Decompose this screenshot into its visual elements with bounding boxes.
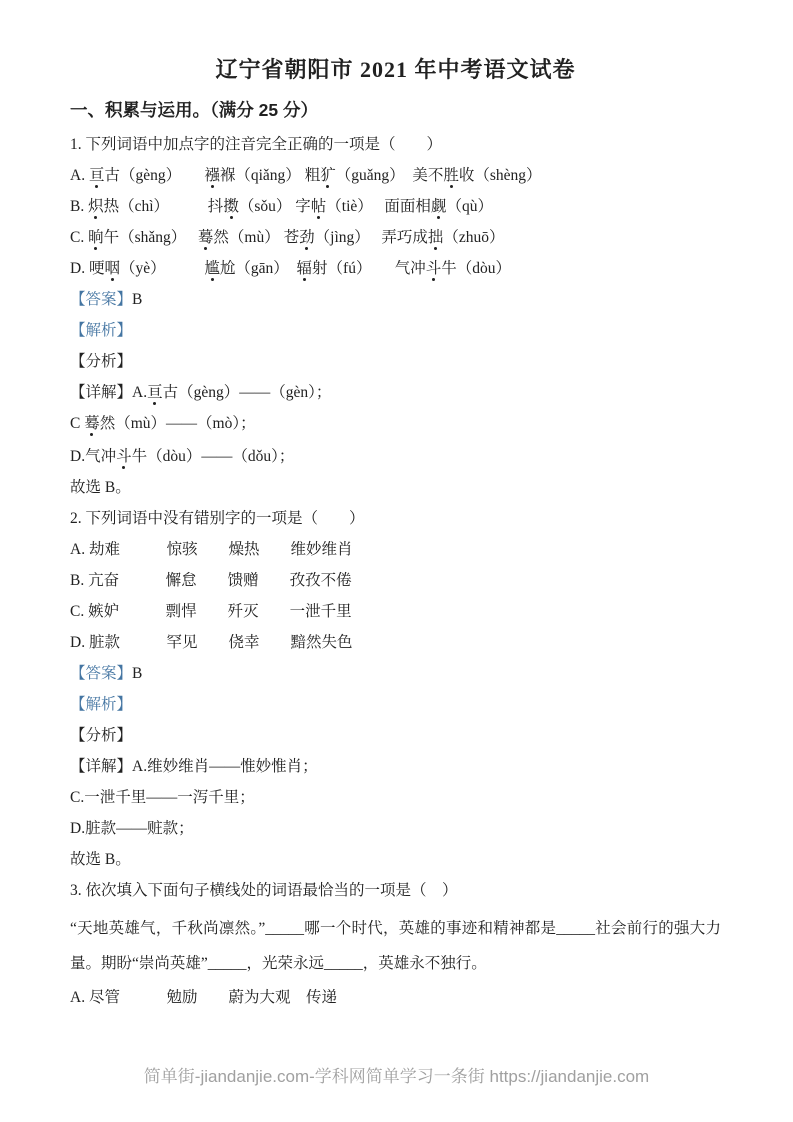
text-run: B. [70,198,89,215]
text-run: 射（fú） [312,260,395,277]
footer-watermark: 简单街-jiandanjie.com-学科网简单学习一条街 https://jiandanjie.com [143,1067,650,1086]
q2-detail-c: C.一泄千里——一泻千里； [70,789,255,806]
text-run: 午（shǎng） [103,229,198,246]
text-run: 苍 [283,229,300,246]
text-run: （guǎng） [335,167,413,184]
q2-answer-line [70,663,721,684]
text-run: C [70,415,85,432]
emphasized-char: 胜 [443,167,459,184]
q1-detail-c [70,413,721,434]
answer-label: 【答案】 [70,665,133,682]
text-run: D.气冲 [70,448,117,465]
emphasized-char: 劲 [299,229,315,246]
emphasized-char: 斗 [425,260,442,277]
text-run: 然（mù）——（mò）； [99,415,256,432]
emphasized-char: 炽 [88,198,104,215]
text-run: 牛（dòu）——（dǒu）； [131,448,295,465]
q2-fenxi-label: 【分析】 [70,727,133,744]
text-run: 字 [295,198,311,215]
q1-detail-d [70,446,721,467]
q1-option-d [70,258,721,279]
q2-option-b: B. 亢奋 懈怠 馈赠 孜孜不倦 [70,572,352,589]
text-run: A. [70,167,89,184]
section-heading: 一、积累与运用。（满分 25 分） [70,100,318,120]
emphasized-char: 觑 [430,198,447,215]
text-run: 牛（dòu） [441,260,512,277]
emphasized-char: 擞 [223,198,239,215]
text-run: 热（chì） [103,198,208,215]
text-run: （yè） [119,260,205,277]
q1-answer-value: B [132,291,143,308]
text-run: 【详解】A. [70,384,148,401]
q2-conclusion: 故选 B。 [70,851,131,868]
emphasized-char: 晌 [88,229,104,246]
document-title: 辽宁省朝阳市 2021 年中考语文试卷 [215,57,576,82]
q2-detail-d: D.脏款——赃款； [70,820,194,837]
text-run: 褓（qiǎng） [219,167,305,184]
emphasized-char: 拙 [427,229,444,246]
q2-option-a: A. 劫难 惊骇 燥热 维妙维肖 [70,541,353,558]
q1-option-b [70,196,721,217]
text-run: （qù） [446,198,493,215]
emphasized-char: 襁 [204,167,220,184]
q2-detail-a: 【详解】A.维妙维肖——惟妙惟肖； [70,758,318,775]
text-run: （jìng） [314,229,382,246]
q1-conclusion: 故选 B。 [70,479,131,496]
q2-stem: 2. 下列词语中没有错别字的一项是（ ） [70,510,365,527]
q1-detail-a [70,382,721,403]
q2-option-d: D. 脏款 罕见 侥幸 黯然失色 [70,634,353,651]
emphasized-char: 亘 [88,167,105,184]
q2-option-c: C. 嫉妒 剽悍 歼灭 一泄千里 [70,603,352,620]
text-run: 抖 [207,198,224,215]
q1-option-c [70,227,721,248]
q3-passage: “天地英雄气，千秋尚凛然。”_____哪一个时代，英雄的事迹和精神都是_____社会前行的强大力量。期盼“崇尚英雄”_____，光荣永远_____，英雄永不独行。 [70,920,721,972]
emphasized-char: 犷 [320,167,336,184]
emphasized-char: 帖 [310,198,327,215]
q2-answer-value: B [132,665,143,682]
text-run: 美不 [412,167,444,184]
emphasized-char: 蓦 [84,415,100,432]
emphasized-char: 蓦 [197,229,214,246]
emphasized-char: 斗 [116,448,132,465]
q1-answer-line [70,289,721,310]
q3-stem: 3. 依次填入下面句子横线处的词语最恰当的一项是（ ） [70,882,458,899]
emphasized-char: 尴 [204,260,220,277]
text-run: （tiè） [326,198,385,215]
text-run: 粗 [304,167,321,184]
text-run: 弄巧成 [381,229,428,246]
emphasized-char: 辐 [296,260,313,277]
q2-jiexi-label: 【解析】 [70,696,133,713]
q1-option-a [70,165,721,186]
text-run: 收（shèng） [458,167,542,184]
q1-fenxi-label: 【分析】 [70,353,133,370]
text-run: 气冲 [394,260,426,277]
q1-stem: 1. 下列词语中加点字的注音完全正确的一项是（ ） [70,136,443,153]
text-run: （zhuō） [443,229,505,246]
emphasized-char: 亘 [147,384,163,401]
text-run: 古（gèng） [104,167,205,184]
q1-jiexi-label: 【解析】 [70,322,133,339]
text-run: 尬（gān） [219,260,297,277]
text-run: C. [70,229,89,246]
text-run: 面面相 [384,198,431,215]
q3-option-a: A. 尽管 勉励 蔚为大观 传递 [70,989,337,1006]
emphasized-char: 咽 [104,260,120,277]
text-run: D. [70,260,89,277]
answer-label: 【答案】 [70,291,133,308]
text-run: 哽 [88,260,105,277]
text-run: 然（mù） [213,229,284,246]
text-run: （sǒu） [238,198,296,215]
text-run: 古（gèng）——（gèn）； [162,384,332,401]
